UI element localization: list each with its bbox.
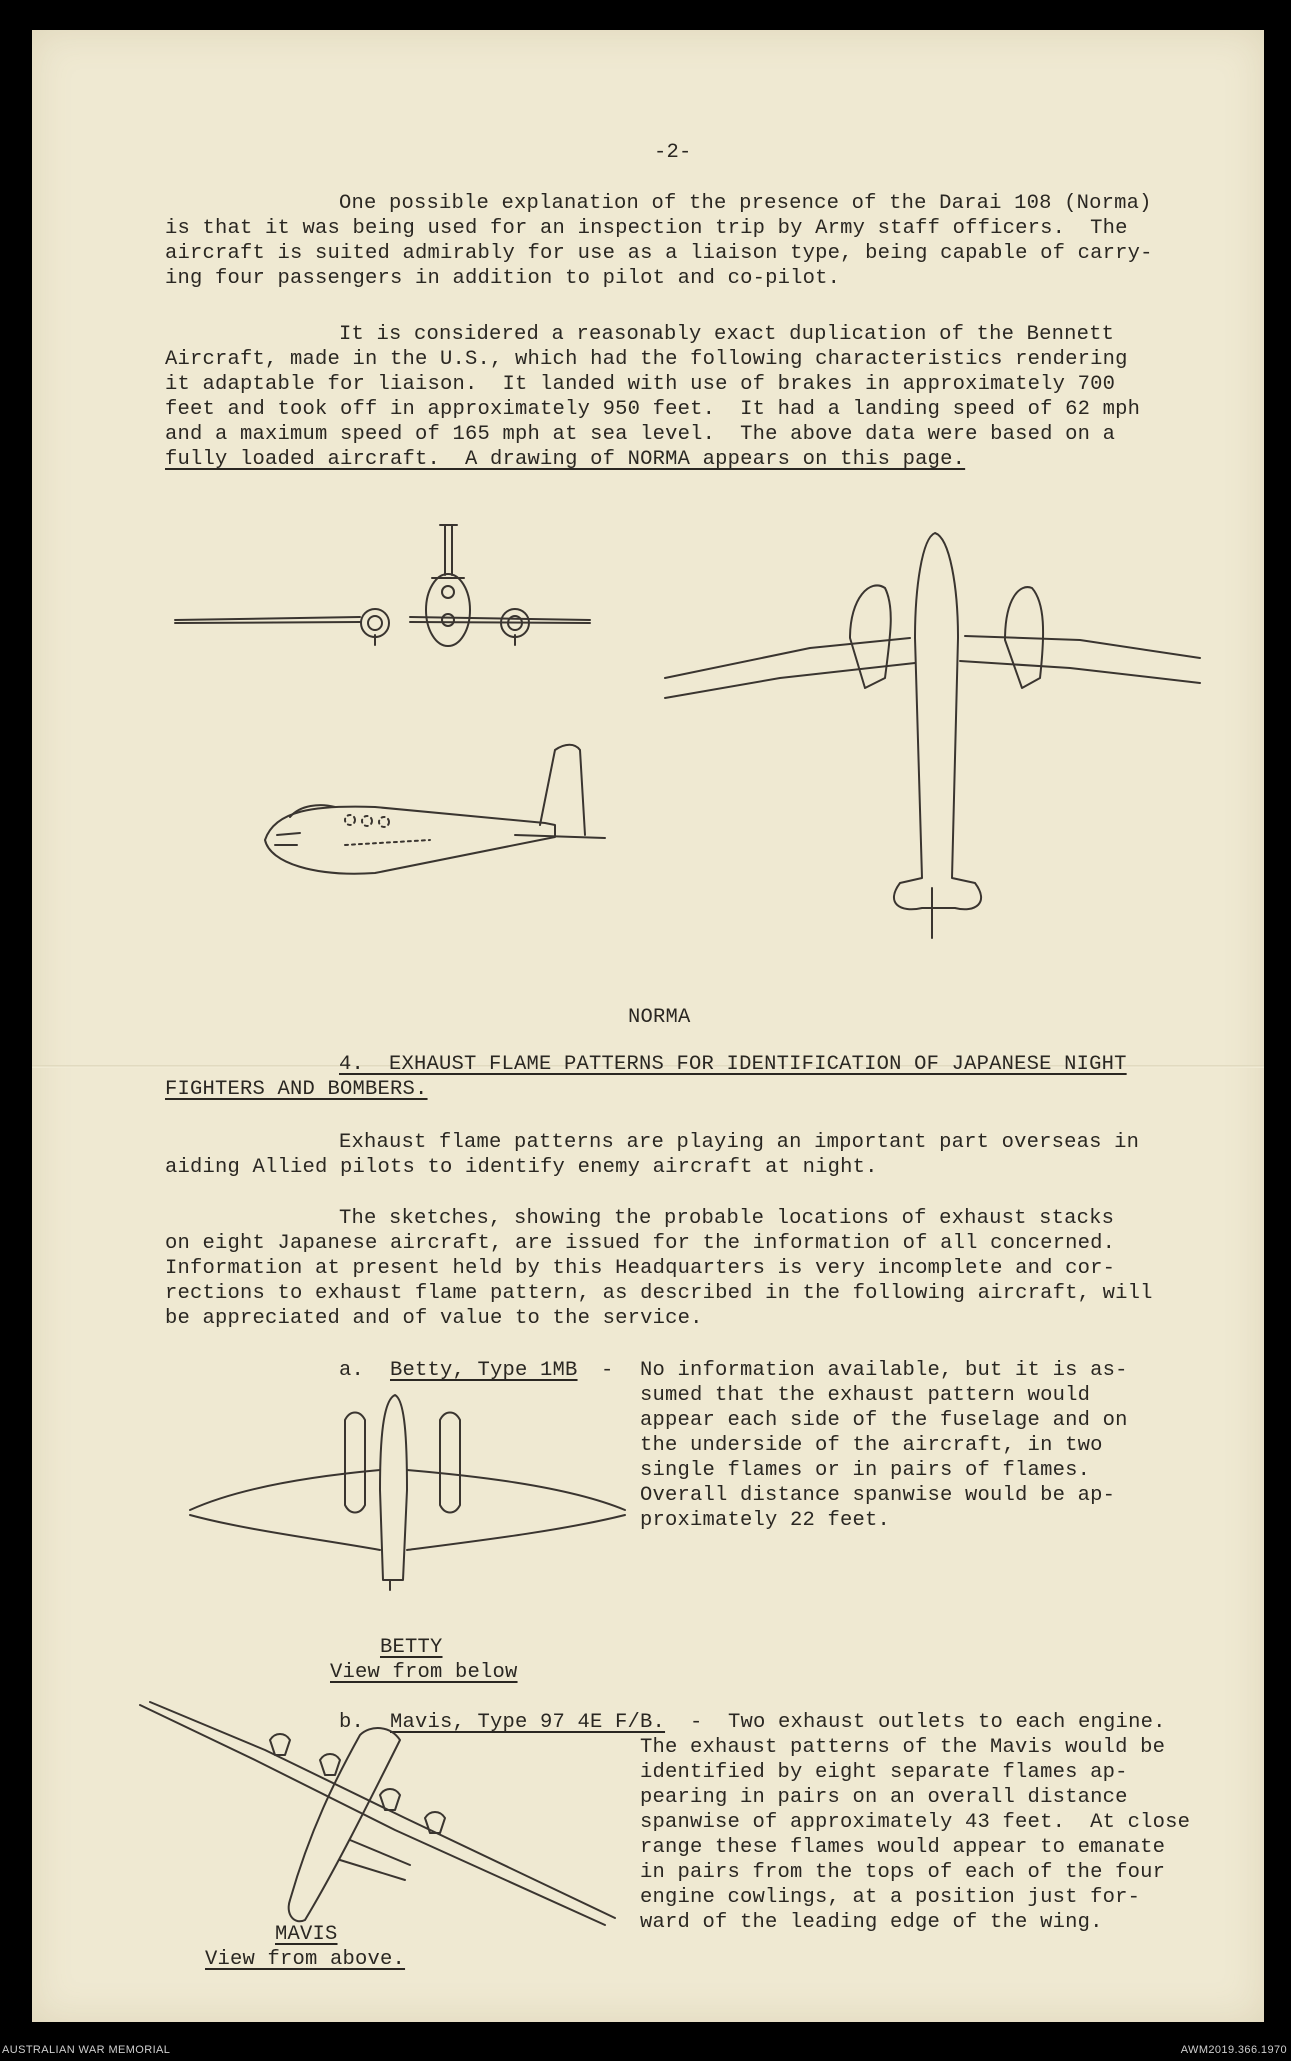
text-line: single flames or in pairs of flames.	[640, 1459, 1091, 1482]
norma-side-view-drawing	[255, 745, 625, 875]
text-line: the underside of the aircraft, in two	[640, 1434, 1103, 1457]
norma-top-view-drawing	[660, 528, 1200, 948]
text-line: fully loaded aircraft. A drawing of NORMA appears on this page.	[165, 448, 966, 471]
norma-front-view-drawing	[170, 520, 590, 640]
mavis-above-view-drawing	[135, 1700, 635, 1940]
text-line: sumed that the exhaust pattern would	[640, 1384, 1091, 1407]
text-line: in pairs from the tops of each of the four	[640, 1861, 1166, 1884]
text-line: Information at present held by this Headquarters is very incomplete and cor-	[165, 1257, 1116, 1280]
text-line: aircraft is suited admirably for use as a liaison type, being capable of carry-	[165, 242, 1153, 265]
betty-caption-name: BETTY	[380, 1636, 443, 1659]
page-number: -2-	[654, 141, 692, 164]
text-line: pearing in pairs on an overall distance	[640, 1786, 1128, 1809]
text-line: No information available, but it is as-	[640, 1359, 1128, 1382]
item-dash: -	[690, 1711, 703, 1734]
text-line: Exhaust flame patterns are playing an important part overseas in	[339, 1131, 1140, 1154]
text-line: The sketches, showing the probable locations of exhaust stacks	[339, 1207, 1115, 1230]
footer-right: AWM2019.366.1970	[1180, 2044, 1287, 2056]
text-line: rections to exhaust flame pattern, as described in the following aircraft, will	[165, 1282, 1153, 1305]
text-line: it adaptable for liaison. It landed with use of brakes in approximately 700	[165, 373, 1116, 396]
text-line: Two exhaust outlets to each engine.	[728, 1711, 1166, 1734]
mavis-caption-view: View from above.	[205, 1948, 406, 1971]
text-line: identified by eight separate flames ap-	[640, 1761, 1128, 1784]
item-name: Mavis, Type 97 4E F/B.	[390, 1711, 666, 1734]
betty-caption-view: View from below	[330, 1661, 518, 1684]
text-line: ward of the leading edge of the wing.	[640, 1911, 1103, 1934]
text-line: Aircraft, made in the U.S., which had the following characteristics rendering	[165, 348, 1128, 371]
betty-below-view-drawing	[185, 1390, 625, 1590]
text-line: One possible explanation of the presence of the Darai 108 (Norma)	[339, 192, 1152, 215]
text-line: Overall distance spanwise would be ap-	[640, 1484, 1116, 1507]
text-line: 4. EXHAUST FLAME PATTERNS FOR IDENTIFICATION OF JAPANESE NIGHT	[339, 1053, 1127, 1076]
text-line: and a maximum speed of 165 mph at sea level. The above data were based on a	[165, 423, 1116, 446]
text-line: aiding Allied pilots to identify enemy aircraft at night.	[165, 1156, 878, 1179]
text-line: feet and took off in approximately 950 feet. It had a landing speed of 62 mph	[165, 398, 1141, 421]
text-line: range these flames would appear to emanate	[640, 1836, 1166, 1859]
text-line: ing four passengers in addition to pilot and co-pilot.	[165, 267, 841, 290]
footer-left: AUSTRALIAN WAR MEMORIAL	[2, 2044, 171, 2056]
item-dash: -	[601, 1359, 614, 1382]
text-line: be appreciated and of value to the service.	[165, 1307, 703, 1330]
text-line: FIGHTERS AND BOMBERS.	[165, 1078, 428, 1101]
text-line: The exhaust patterns of the Mavis would be	[640, 1736, 1166, 1759]
norma-caption: NORMA	[628, 1006, 691, 1029]
item-letter: a.	[339, 1359, 365, 1382]
text-line: It is considered a reasonably exact duplication of the Bennett	[339, 323, 1115, 346]
text-line: on eight Japanese aircraft, are issued for the information of all concerned.	[165, 1232, 1116, 1255]
text-line: engine cowlings, at a position just for-	[640, 1886, 1141, 1909]
text-line: is that it was being used for an inspection trip by Army staff officers. The	[165, 217, 1128, 240]
text-line: spanwise of approximately 43 feet. At close	[640, 1811, 1191, 1834]
text-line: proximately 22 feet.	[640, 1509, 891, 1532]
item-letter: b.	[339, 1711, 365, 1734]
mavis-caption-name: MAVIS	[275, 1923, 338, 1946]
text-line: appear each side of the fuselage and on	[640, 1409, 1128, 1432]
item-name: Betty, Type 1MB	[390, 1359, 578, 1382]
